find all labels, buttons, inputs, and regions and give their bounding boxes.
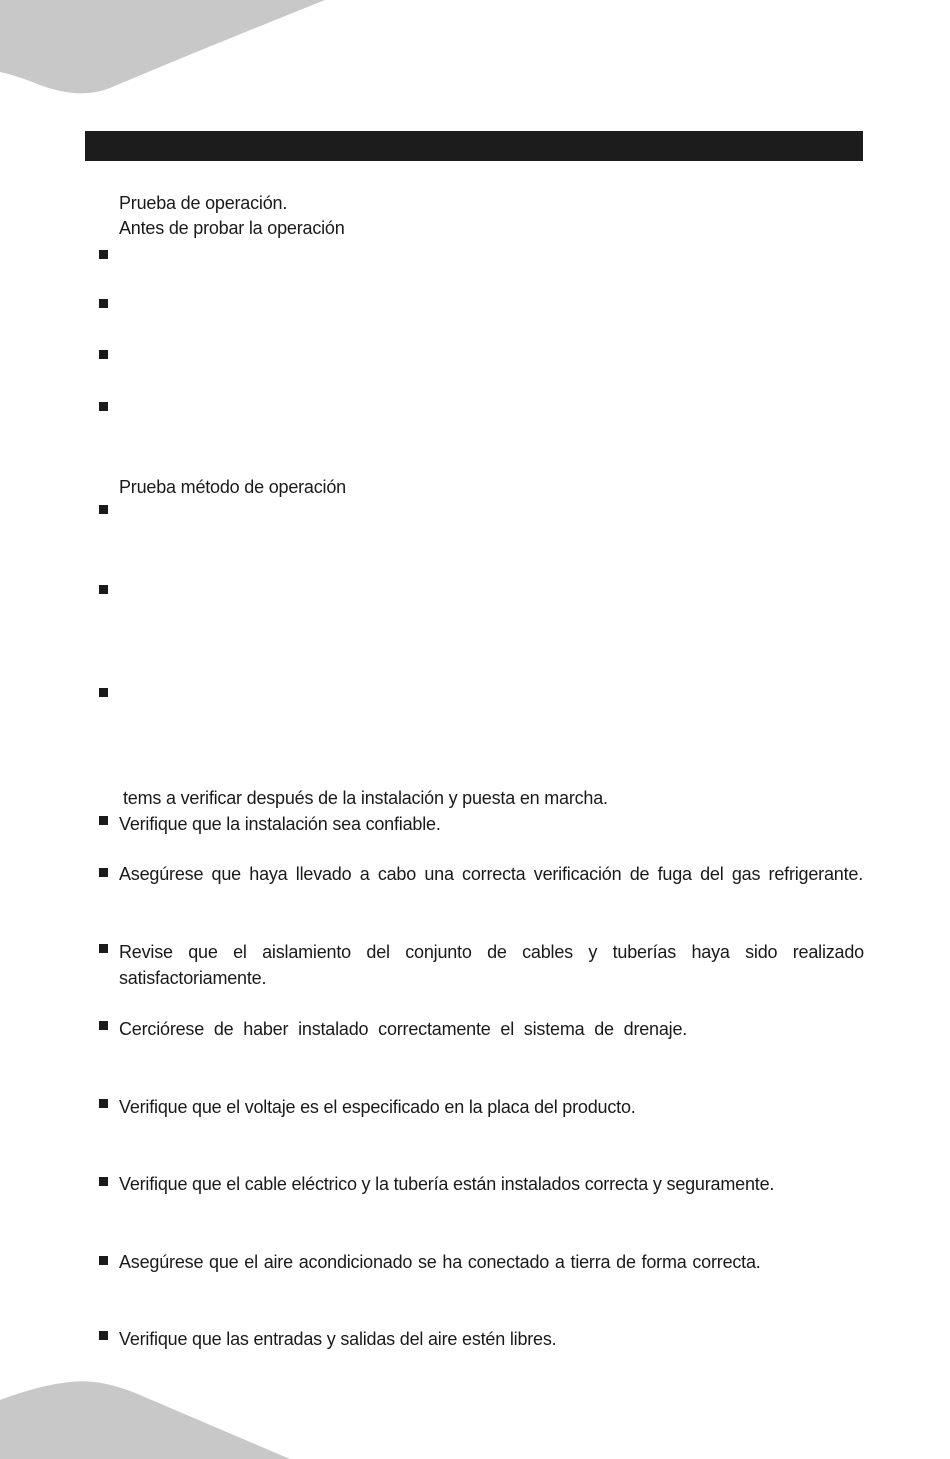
section1-subtitle: Antes de probar la operación xyxy=(119,218,345,238)
checklist-item: Revise que el aislamiento del conjunto de cables y tuberías haya sido realizado satisfactoriamente. xyxy=(119,942,864,988)
section2-title: Prueba método de operación xyxy=(119,477,346,497)
bullet-square-icon xyxy=(99,868,108,877)
bullet-square-icon xyxy=(99,250,108,259)
section3-title: tems a verificar después de la instalación y puesta en marcha. xyxy=(123,788,608,808)
checklist-item: Cerciórese de haber instalado correctamente el sistema de drenaje. xyxy=(119,1019,688,1039)
bullet-square-icon xyxy=(99,350,108,359)
bullet-square-icon xyxy=(99,585,108,594)
bullet-square-icon xyxy=(99,402,108,411)
bullet-square-icon xyxy=(99,1177,108,1186)
checklist-item: Verifique que el voltaje es el especificado en la placa del producto. xyxy=(119,1097,636,1117)
bullet-square-icon xyxy=(99,816,108,825)
bullet-square-icon xyxy=(99,1331,108,1340)
checklist-item: Verifique que el cable eléctrico y la tubería están instalados correcta y seguramente. xyxy=(119,1174,775,1194)
checklist-item: Verifique que la instalación sea confiable. xyxy=(119,814,441,834)
bullet-square-icon xyxy=(99,944,108,953)
checklist-item: Verifique que las entradas y salidas del aire estén libres. xyxy=(119,1329,557,1349)
section-header-bar xyxy=(85,131,863,161)
checklist-item: Asegúrese que el aire acondicionado se ha conectado a tierra de forma correcta. xyxy=(119,1252,761,1272)
bullet-square-icon xyxy=(99,299,108,308)
section1-title: Prueba de operación. xyxy=(119,193,288,213)
checklist-item: Asegúrese que haya llevado a cabo una correcta verificación de fuga del gas refrigerante. xyxy=(119,864,863,884)
bullet-square-icon xyxy=(99,505,108,514)
bullet-square-icon xyxy=(99,688,108,697)
bullet-square-icon xyxy=(99,1099,108,1108)
bullet-square-icon xyxy=(99,1021,108,1030)
bullet-square-icon xyxy=(99,1256,108,1265)
